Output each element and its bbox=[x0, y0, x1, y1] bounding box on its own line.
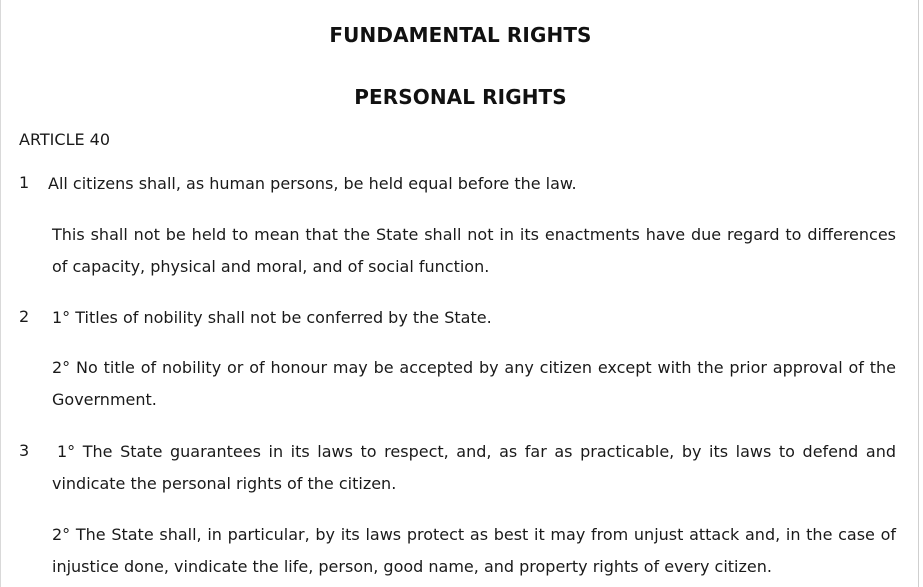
section-2-paragraph-1: 1° Titles of nobility shall not be conferred by the State. bbox=[52, 308, 492, 327]
article-label: ARTICLE 40 bbox=[19, 130, 111, 149]
section-subtitle: PERSONAL RIGHTS bbox=[354, 85, 567, 109]
section-3-paragraph-1: 1° The State guarantees in its laws to respect, and, as far as practicable, by its laws to defend and vindicate the personal rights of the citizen. bbox=[52, 442, 896, 493]
section-1-paragraph-2: This shall not be held to mean that the State shall not in its enactments have due regard to differences of capacity, physical and moral, and of social function. bbox=[52, 225, 896, 276]
section-number-3: 3 bbox=[19, 441, 30, 460]
section-3-paragraph-2: 2° The State shall, in particular, by its laws protect as best it may from unjust attack and, in the case of injustice done, vindicate the life, person, good name, and property rights of every citizen. bbox=[52, 525, 896, 576]
section-2-paragraph-2: 2° No title of nobility or of honour may be accepted by any citizen except with the prior approval of the Government. bbox=[52, 358, 896, 409]
section-1-paragraph-1: All citizens shall, as human persons, be held equal before the law. bbox=[48, 174, 577, 193]
page-title: FUNDAMENTAL RIGHTS bbox=[329, 23, 592, 47]
section-number-2: 2 bbox=[19, 307, 30, 326]
section-number-1: 1 bbox=[19, 173, 30, 192]
